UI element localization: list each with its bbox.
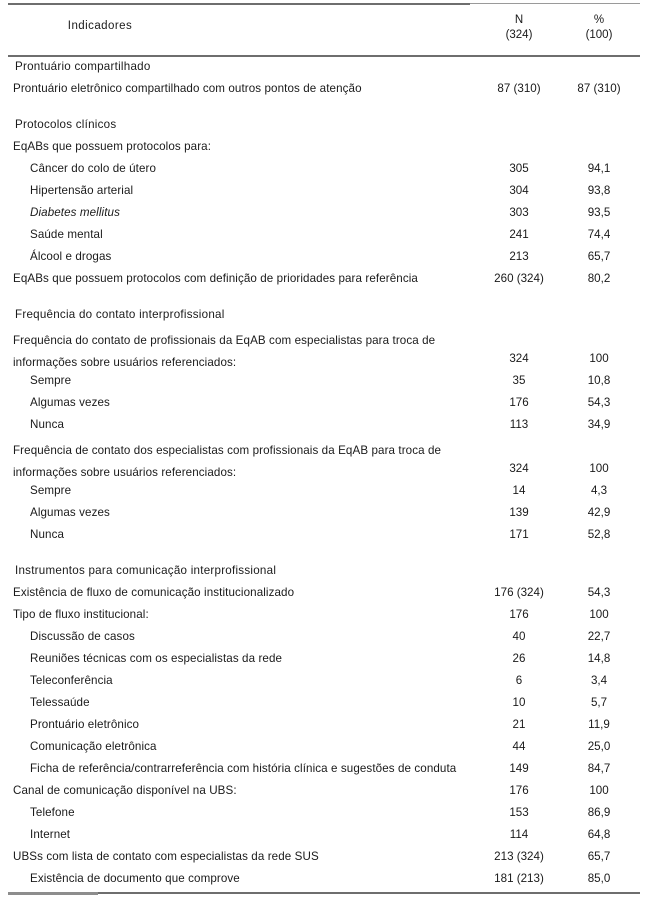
row-value-percent: 100	[589, 784, 609, 797]
row-value-n: 44	[512, 740, 526, 753]
row-value-n: 6	[515, 674, 523, 687]
table-row	[0, 583, 649, 605]
table-top-rule-right	[470, 3, 640, 4]
row-value-percent: 22,7	[587, 630, 611, 643]
table-row	[0, 393, 649, 415]
table-row	[0, 803, 649, 825]
row-value-percent: 65,7	[587, 250, 611, 263]
column-header-indicadores: Indicadores	[67, 20, 133, 32]
table-row	[0, 759, 649, 781]
table-row	[0, 371, 649, 393]
row-value-percent: 4,3	[590, 484, 608, 497]
row-label: Nunca	[30, 528, 65, 541]
row-value-n: 213	[509, 250, 529, 263]
table-bottom-rule	[8, 892, 640, 894]
table-row	[0, 605, 649, 627]
row-value-percent: 93,5	[587, 206, 611, 219]
table-body	[0, 57, 649, 891]
row-value-n: 10	[512, 696, 526, 709]
table-row	[0, 481, 649, 503]
row-value-n: 35	[512, 374, 526, 387]
row-value-percent: 42,9	[587, 506, 611, 519]
row-value-percent: 93,8	[587, 184, 611, 197]
row-label: Internet	[30, 828, 71, 841]
row-value-percent: 84,7	[587, 762, 611, 775]
section-label: Frequência do contato interprofissional	[15, 308, 225, 321]
row-label: EqABs que possuem protocolos para:	[13, 140, 212, 153]
row-label: Prontuário eletrônico compartilhado com outros pontos de atenção	[13, 82, 362, 95]
row-value-percent: 87 (310)	[577, 82, 621, 95]
row-value-n: 139	[509, 506, 529, 519]
row-value-percent: 3,4	[590, 674, 608, 687]
row-value-percent: 85,0	[587, 872, 611, 885]
row-value-n: 153	[509, 806, 529, 819]
row-label: Teleconferência	[30, 674, 113, 687]
table-row	[0, 649, 649, 671]
section-label: Protocolos clínicos	[15, 118, 117, 131]
row-label: Reuniões técnicas com os especialistas da rede	[30, 652, 283, 665]
table-row	[0, 415, 649, 437]
table-row	[0, 181, 649, 203]
column-header-n	[482, 13, 556, 43]
table-row	[0, 627, 649, 649]
row-label: Discussão de casos	[30, 630, 135, 643]
row-value-n: 14	[512, 484, 526, 497]
row-label: Diabetes mellitus	[30, 206, 120, 219]
table-bottom-rule-left	[8, 892, 98, 895]
row-value-percent: 10,8	[587, 374, 611, 387]
row-label: Saúde mental	[30, 228, 103, 241]
table-row	[0, 269, 649, 291]
row-value-percent: 54,3	[587, 586, 611, 599]
row-value-percent: 100	[589, 608, 609, 621]
row-value-n: 40	[512, 630, 526, 643]
row-value-n: 324	[509, 352, 529, 365]
row-label: UBSs com lista de contato com especialistas da rede SUS	[13, 850, 319, 863]
row-value-n: 149	[509, 762, 529, 775]
table-row	[0, 847, 649, 869]
row-label: Hipertensão arterial	[30, 184, 134, 197]
row-value-percent: 5,7	[590, 696, 608, 709]
row-value-n: 213 (324)	[494, 850, 544, 863]
section-label: Prontuário compartilhado	[15, 60, 151, 73]
table-row	[0, 715, 649, 737]
row-label: Tipo de fluxo institucional:	[13, 608, 149, 621]
table-row	[0, 247, 649, 269]
row-label: Frequência de contato dos especialistas com profissionais da EqAB para troca de informações sobre usuários referenciados:	[13, 444, 442, 479]
column-header-percent-label: %	[593, 14, 605, 26]
table-header	[0, 8, 649, 53]
table-top-rule	[8, 3, 470, 5]
table-row	[0, 781, 649, 803]
row-label: EqABs que possuem protocolos com definição de prioridades para referência	[13, 272, 418, 285]
table-row	[0, 503, 649, 525]
row-value-percent: 64,8	[587, 828, 611, 841]
row-value-n: 260 (324)	[494, 272, 544, 285]
row-label: Algumas vezes	[30, 506, 110, 519]
row-value-n: 171	[509, 528, 529, 541]
row-value-n: 305	[509, 162, 529, 175]
row-value-n: 176 (324)	[494, 586, 544, 599]
row-value-percent: 65,7	[587, 850, 611, 863]
row-label: Câncer do colo de útero	[30, 162, 157, 175]
row-value-percent: 80,2	[587, 272, 611, 285]
table-row	[0, 203, 649, 225]
table-row	[0, 327, 649, 371]
row-value-n: 176	[509, 784, 529, 797]
row-value-n: 241	[509, 228, 529, 241]
column-header-n-sublabel: (324)	[505, 29, 533, 41]
row-label: Canal de comunicação disponível na UBS:	[13, 784, 237, 797]
row-value-percent: 52,8	[587, 528, 611, 541]
row-label: Comunicação eletrônica	[30, 740, 157, 753]
table-row	[0, 671, 649, 693]
row-value-n: 181 (213)	[494, 872, 544, 885]
column-header-percent-sublabel: (100)	[585, 29, 613, 41]
table-row	[0, 825, 649, 847]
column-header-n-label: N	[514, 14, 524, 26]
row-value-n: 87 (310)	[497, 82, 541, 95]
row-value-percent: 25,0	[587, 740, 611, 753]
row-label: Telessaúde	[30, 696, 90, 709]
row-label: Existência de documento que comprove	[30, 872, 240, 885]
row-label: Álcool e drogas	[30, 250, 112, 263]
table-section-header	[0, 305, 649, 327]
row-label: Frequência do contato de profissionais da EqAB com especialistas para troca de informações sobre usuários referenciados:	[13, 334, 436, 369]
table-row	[0, 869, 649, 891]
row-value-percent: 34,9	[587, 418, 611, 431]
row-value-percent: 94,1	[587, 162, 611, 175]
table-section-header	[0, 115, 649, 137]
row-value-percent: 74,4	[587, 228, 611, 241]
table-row	[0, 225, 649, 247]
row-label: Sempre	[30, 374, 72, 387]
row-value-n: 304	[509, 184, 529, 197]
row-label: Telefone	[30, 806, 75, 819]
row-value-n: 26	[512, 652, 526, 665]
table-row	[0, 525, 649, 547]
table-row	[0, 159, 649, 181]
row-label: Existência de fluxo de comunicação institucionalizado	[13, 586, 295, 599]
table-section-header	[0, 57, 649, 79]
row-label: Nunca	[30, 418, 65, 431]
row-value-n: 113	[509, 418, 529, 431]
row-value-percent: 100	[589, 462, 609, 475]
row-value-n: 21	[512, 718, 526, 731]
row-value-n: 324	[509, 462, 529, 475]
row-value-percent: 54,3	[587, 396, 611, 409]
row-value-n: 303	[509, 206, 529, 219]
row-value-n: 176	[509, 396, 529, 409]
table-section-header	[0, 561, 649, 583]
row-label: Prontuário eletrônico	[30, 718, 140, 731]
row-label: Sempre	[30, 484, 72, 497]
row-value-percent: 100	[589, 352, 609, 365]
row-label: Algumas vezes	[30, 396, 110, 409]
table-row	[0, 737, 649, 759]
table-row	[0, 693, 649, 715]
table-row	[0, 79, 649, 101]
table-row	[0, 437, 649, 481]
row-value-percent: 86,9	[587, 806, 611, 819]
row-value-percent: 14,8	[587, 652, 611, 665]
column-header-percent	[562, 13, 636, 43]
row-value-n: 176	[509, 608, 529, 621]
row-label: Ficha de referência/contrarreferência com história clínica e sugestões de conduta	[30, 762, 457, 775]
row-value-n: 114	[509, 828, 529, 841]
row-value-percent: 11,9	[588, 718, 610, 731]
table-row	[0, 137, 649, 159]
section-label: Instrumentos para comunicação interprofissional	[15, 564, 277, 577]
